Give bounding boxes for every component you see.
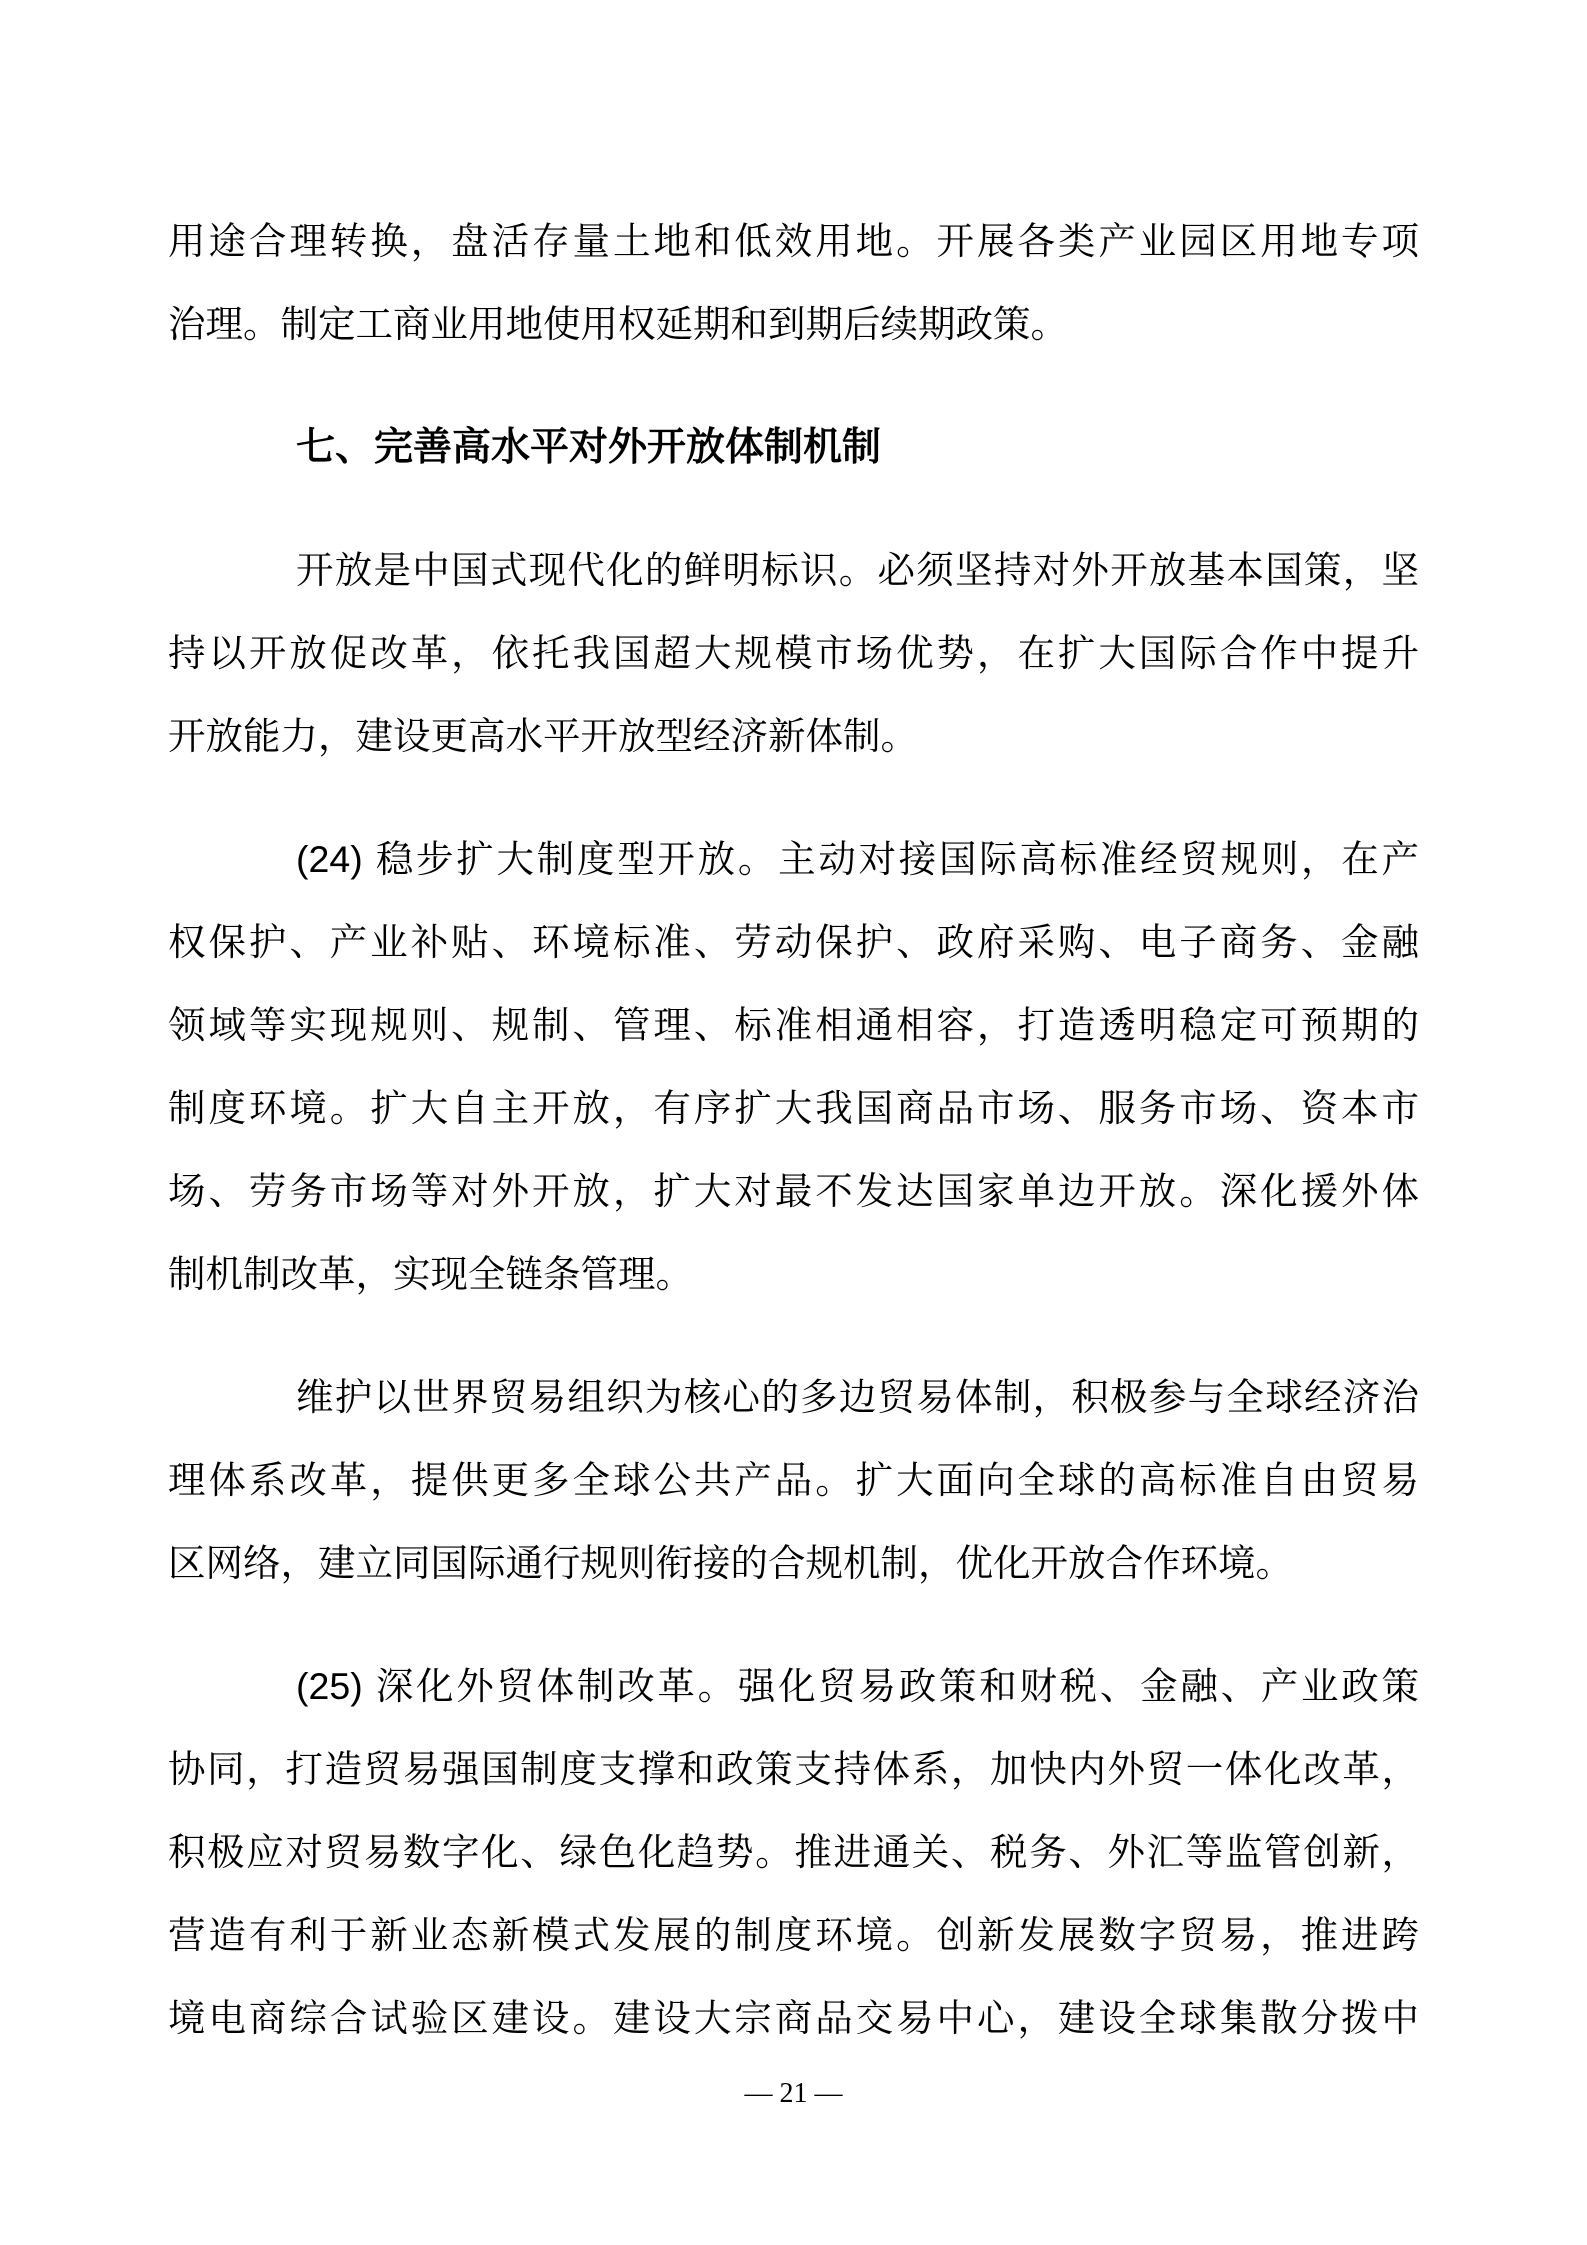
text-line: 积极应对贸易数字化、绿色化趋势。推进通关、税务、外汇等监管创新，: [168, 1831, 1419, 1873]
text-line: 治理。制定工商业用地使用权延期和到期后续期政策。: [168, 303, 1068, 345]
paragraph: [168, 529, 1419, 778]
paragraph: [168, 1356, 1419, 1605]
page-number: — 21 —: [744, 2078, 843, 2109]
text-line: 开放是中国式现代化的鲜明标识。必须坚持对外开放基本国策，坚: [296, 549, 1419, 591]
text-line: 权保护、产业补贴、环境标准、劳动保护、政府采购、电子商务、金融: [168, 921, 1419, 963]
text-line: 协同，打造贸易强国制度支撑和政策支持体系，加快内外贸一体化改革，: [168, 1748, 1419, 1790]
paragraph: [168, 818, 1419, 1316]
text-line: (24) 稳步扩大制度型开放。主动对接国际高标准经贸规则，在产: [296, 838, 1419, 880]
text-line: 境电商综合试验区建设。建设大宗商品交易中心，建设全球集散分拨中: [168, 1997, 1419, 2039]
heading-line: 七、完善高水平对外开放体制机制: [296, 426, 882, 469]
text-line: 制度环境。扩大自主开放，有序扩大我国商品市场、服务市场、资本市: [168, 1087, 1419, 1129]
text-line: 维护以世界贸易组织为核心的多边贸易体制，积极参与全球经济治: [296, 1376, 1419, 1418]
text-line: 营造有利于新业态新模式发展的制度环境。创新发展数字贸易，推进跨: [168, 1914, 1419, 1956]
text-line: 理体系改革，提供更多全球公共产品。扩大面向全球的高标准自由贸易: [168, 1459, 1419, 1501]
paragraph: [168, 1645, 1419, 2060]
text-line: 制机制改革，实现全链条管理。: [168, 1253, 693, 1295]
text-line: 持以开放促改革，依托我国超大规模市场优势，在扩大国际合作中提升: [168, 632, 1419, 674]
text-line: 区网络，建立同国际通行规则衔接的合规机制，优化开放合作环境。: [168, 1542, 1293, 1584]
text-line: (25) 深化外贸体制改革。强化贸易政策和财税、金融、产业政策: [296, 1665, 1419, 1707]
section-heading: [168, 406, 1419, 489]
text-line: 领域等实现规则、规制、管理、标准相通相容，打造透明稳定可预期的: [168, 1004, 1419, 1046]
page-content: [168, 200, 1419, 2100]
footer: [0, 2078, 1587, 2110]
text-line: 场、劳务市场等对外开放，扩大对最不发达国家单边开放。深化援外体: [168, 1170, 1419, 1212]
text-line: 用途合理转换，盘活存量土地和低效用地。开展各类产业园区用地专项: [168, 220, 1419, 262]
text-line: 开放能力，建设更高水平开放型经济新体制。: [168, 715, 918, 757]
continuation-paragraph: [168, 200, 1419, 366]
